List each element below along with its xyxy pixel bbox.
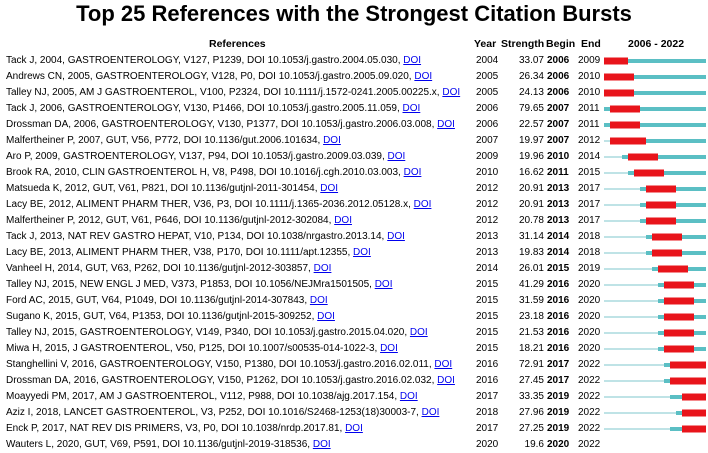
table-row [0,437,708,453]
doi-link[interactable]: DOI [399,391,418,402]
pre-publication-line [604,284,658,286]
burst-bar [682,426,706,433]
burst-bar [652,250,682,257]
pre-publication-line [604,204,640,206]
begin-cell: 2020 [547,439,570,450]
reference-text: Tack J, 2013, NAT REV GASTRO HEPAT, V10, P134, DOI 10.1038/nrgastro.2013.14, DOI [6,231,405,242]
pre-publication-line [604,428,670,430]
end-cell: 2014 [578,151,601,162]
year-cell: 2012 [476,199,499,210]
year-cell: 2015 [476,327,499,338]
header-end: End [581,38,601,50]
end-cell: 2022 [578,359,601,370]
pre-publication-line [604,316,658,318]
pre-publication-line [604,332,658,334]
strength-cell: 19.6 [524,439,544,450]
begin-cell: 2016 [547,327,570,338]
year-cell: 2016 [476,359,499,370]
end-cell: 2017 [578,183,601,194]
reference-text: Lacy BE, 2012, ALIMENT PHARM THER, V36, P3, DOI 10.1111/j.1365-2036.2012.05128.x, DOI [6,199,432,210]
strength-cell: 27.96 [518,407,544,418]
burst-bar [604,74,634,81]
doi-link[interactable]: DOI [345,423,363,434]
burst-bar [610,106,640,113]
pre-publication-line [604,156,622,158]
strength-cell: 26.34 [518,71,544,82]
doi-link[interactable]: DOI [437,119,455,130]
burst-bar [634,170,664,177]
reference-text: Stanghellini V, 2016, GASTROENTEROLOGY, V150, P1380, DOI 10.1053/j.gastro.2016.02.011, DOI [6,359,453,370]
strength-cell: 33.07 [518,55,544,66]
end-cell: 2020 [578,279,601,290]
begin-cell: 2013 [547,215,570,226]
chart-title: Top 25 References with the Strongest Citation Bursts [76,1,632,26]
begin-cell: 2006 [547,87,570,98]
begin-cell: 2007 [547,119,570,130]
year-cell: 2015 [476,343,499,354]
doi-link[interactable]: DOI [353,247,371,258]
year-cell: 2016 [476,375,499,386]
burst-bar [610,138,646,145]
begin-cell: 2016 [547,279,570,290]
strength-cell: 19.83 [518,247,544,258]
year-cell: 2020 [476,439,499,450]
begin-cell: 2019 [547,407,570,418]
year-cell: 2014 [476,263,499,274]
doi-link[interactable]: DOI [380,343,398,354]
doi-link[interactable]: DOI [442,87,461,98]
begin-cell: 2011 [547,167,569,178]
doi-link[interactable]: DOI [409,327,428,338]
doi-link[interactable]: DOI [403,55,422,66]
reference-text: Miwa H, 2015, J GASTROENTEROL, V50, P125, DOI 10.1007/s00535-014-1022-3, DOI [6,343,398,354]
burst-bar [646,202,676,209]
doi-link[interactable]: DOI [323,135,341,146]
begin-cell: 2016 [547,295,570,306]
strength-cell: 26.01 [518,263,544,274]
end-cell: 2018 [578,247,601,258]
year-cell: 2013 [476,231,499,242]
header-references: References [209,38,266,50]
doi-link[interactable]: DOI [313,263,332,274]
doi-link[interactable]: DOI [334,215,352,226]
burst-bar [604,58,628,65]
header-strength: Strength [501,38,545,50]
year-cell: 2013 [476,247,499,258]
year-cell: 2015 [476,279,499,290]
end-cell: 2019 [578,263,601,274]
reference-text: Andrews CN, 2005, GASTROENTEROLOGY, V128, P0, DOI 10.1053/j.gastro.2005.09.020, DOI [6,71,433,82]
year-cell: 2006 [476,119,499,130]
strength-cell: 21.53 [518,327,544,338]
doi-link[interactable]: DOI [312,439,331,450]
burst-bar [646,218,676,225]
burst-bar [670,362,706,369]
reference-text: Drossman DA, 2006, GASTROENTEROLOGY, V130, P1377, DOI 10.1053/j.gastro.2006.03.008, DOI [6,119,455,130]
burst-bar [664,282,694,289]
strength-cell: 27.45 [518,375,544,386]
reference-text: Aziz I, 2018, LANCET GASTROENTEROL, V3, P252, DOI 10.1016/S2468-1253(18)30003-7, DOI [6,407,440,418]
doi-link[interactable]: DOI [374,279,393,290]
doi-link[interactable]: DOI [402,103,421,114]
pre-publication-line [604,140,610,142]
strength-cell: 19.97 [518,135,544,146]
reference-text: Enck P, 2017, NAT REV DIS PRIMERS, V3, P0, DOI 10.1038/nrdp.2017.81, DOI [6,423,363,434]
header-begin: Begin [546,38,576,50]
end-cell: 2020 [578,327,601,338]
end-cell: 2011 [578,103,600,114]
burst-bar [658,266,688,273]
strength-cell: 16.62 [518,167,544,178]
begin-cell: 2007 [547,103,570,114]
begin-cell: 2015 [547,263,570,274]
burst-bar [670,378,706,385]
reference-text: Malfertheiner P, 2012, GUT, V61, P646, DOI 10.1136/gutjnl-2012-302084, DOI [6,215,352,226]
reference-text: Wauters L, 2020, GUT, V69, P591, DOI 10.1136/gutjnl-2019-318536, DOI [6,439,331,450]
strength-cell: 27.25 [518,423,544,434]
pre-publication-line [604,172,628,174]
strength-cell: 20.78 [518,215,544,226]
doi-link[interactable]: DOI [317,311,335,322]
begin-cell: 2014 [547,231,570,242]
pre-publication-line [604,188,640,190]
end-cell: 2022 [578,407,601,418]
begin-cell: 2017 [547,359,570,370]
reference-text: Lacy BE, 2013, ALIMENT PHARM THER, V38, P170, DOI 10.1111/apt.12355, DOI [6,247,371,258]
end-cell: 2010 [578,71,601,82]
year-cell: 2012 [476,215,499,226]
begin-cell: 2016 [547,343,570,354]
reference-text: Ford AC, 2015, GUT, V64, P1049, DOI 10.1136/gutjnl-2014-307843, DOI [6,295,328,306]
end-cell: 2017 [578,215,601,226]
reference-text: Talley NJ, 2015, NEW ENGL J MED, V373, P1853, DOI 10.1056/NEJMra1501505, DOI [6,279,393,290]
strength-cell: 31.14 [518,231,544,242]
doi-link[interactable]: DOI [434,359,453,370]
reference-text: Brook RA, 2010, CLIN GASTROENTEROL H, V8, P498, DOI 10.1016/j.cgh.2010.03.003, DOI [6,167,422,178]
doi-link[interactable]: DOI [413,199,432,210]
doi-link[interactable]: DOI [387,231,405,242]
doi-link[interactable]: DOI [309,295,328,306]
pre-publication-line [604,364,664,366]
end-cell: 2020 [578,343,601,354]
header-timeline: 2006 - 2022 [628,38,685,50]
strength-cell: 72.91 [518,359,544,370]
begin-cell: 2010 [547,151,570,162]
burst-bar [628,154,658,161]
burst-bar [604,90,634,97]
pre-publication-line [604,348,658,350]
year-cell: 2007 [476,135,499,146]
doi-link[interactable]: DOI [437,375,455,386]
reference-text: Sugano K, 2015, GUT, V64, P1353, DOI 10.1136/gutjnl-2015-309252, DOI [6,311,335,322]
pre-publication-line [604,380,664,382]
reference-text: Matsueda K, 2012, GUT, V61, P821, DOI 10.1136/gutjnl-2011-301454, DOI [6,183,339,194]
doi-link[interactable]: DOI [414,71,433,82]
burst-bar [682,394,706,401]
burst-bar [664,346,694,353]
reference-text: Drossman DA, 2016, GASTROENTEROLOGY, V150, P1262, DOI 10.1053/j.gastro.2016.02.032, DOI [6,375,455,386]
begin-cell: 2019 [547,423,570,434]
end-cell: 2022 [578,375,601,386]
end-cell: 2022 [578,423,601,434]
year-cell: 2015 [476,295,499,306]
pre-publication-line [604,300,658,302]
begin-cell: 2006 [547,71,570,82]
reference-text: Vanheel H, 2014, GUT, V63, P262, DOI 10.1136/gutjnl-2012-303857, DOI [6,263,332,274]
reference-text: Talley NJ, 2015, GASTROENTEROLOGY, V149, P340, DOI 10.1053/j.gastro.2015.04.020, DOI [6,327,428,338]
reference-text: Tack J, 2004, GASTROENTEROLOGY, V127, P1239, DOI 10.1053/j.gastro.2004.05.030, DOI [6,55,422,66]
header-year: Year [474,38,497,50]
strength-cell: 79.65 [518,103,544,114]
year-cell: 2017 [476,423,499,434]
doi-link[interactable]: DOI [320,183,339,194]
strength-cell: 33.35 [518,391,544,402]
year-cell: 2005 [476,87,499,98]
doi-link[interactable]: DOI [387,151,406,162]
begin-cell: 2013 [547,183,570,194]
pre-publication-line [604,220,640,222]
year-cell: 2012 [476,183,499,194]
begin-cell: 2016 [547,311,570,322]
end-cell: 2018 [578,231,601,242]
end-cell: 2009 [578,55,601,66]
burst-bar [652,234,682,241]
doi-link[interactable]: DOI [421,407,440,418]
burst-bar [646,186,676,193]
reference-text: Talley NJ, 2005, AM J GASTROENTEROL, V100, P2324, DOI 10.1111/j.1572-0241.2005.00225.x, DOI [6,87,461,98]
begin-cell: 2019 [547,391,570,402]
end-cell: 2015 [578,167,601,178]
begin-cell: 2014 [547,247,570,258]
end-cell: 2010 [578,87,601,98]
year-cell: 2015 [476,311,499,322]
year-cell: 2004 [476,55,499,66]
end-cell: 2022 [578,439,601,450]
year-cell: 2009 [476,151,499,162]
reference-text: Tack J, 2006, GASTROENTEROLOGY, V130, P1466, DOI 10.1053/j.gastro.2005.11.059, DOI [6,103,421,114]
year-cell: 2005 [476,71,499,82]
strength-cell: 41.29 [518,279,544,290]
year-cell: 2010 [476,167,499,178]
pre-publication-line [604,236,646,238]
burst-bar [664,330,694,337]
year-cell: 2017 [476,391,499,402]
strength-cell: 19.96 [518,151,544,162]
burst-bar [664,298,694,305]
strength-cell: 23.18 [518,311,544,322]
burst-bar [610,122,640,129]
pre-publication-line [604,268,652,270]
year-cell: 2018 [476,407,499,418]
reference-text: Aro P, 2009, GASTROENTEROLOGY, V137, P94, DOI 10.1053/j.gastro.2009.03.039, DOI [6,151,406,162]
burst-bar [682,410,706,417]
begin-cell: 2006 [547,55,570,66]
reference-text: Moayyedi PM, 2017, AM J GASTROENTEROL, V112, P988, DOI 10.1038/ajg.2017.154, DOI [6,391,418,402]
begin-cell: 2007 [547,135,570,146]
burst-bar [664,314,694,321]
end-cell: 2012 [578,135,601,146]
reference-text: Malfertheiner P, 2007, GUT, V56, P772, DOI 10.1136/gut.2006.101634, DOI [6,135,341,146]
pre-publication-line [604,252,646,254]
strength-cell: 20.91 [518,199,544,210]
end-cell: 2020 [578,311,601,322]
strength-cell: 22.57 [518,119,544,130]
year-cell: 2006 [476,103,499,114]
end-cell: 2017 [578,199,601,210]
strength-cell: 18.21 [518,343,544,354]
pre-publication-line [604,412,676,414]
begin-cell: 2017 [547,375,570,386]
strength-cell: 20.91 [518,183,544,194]
doi-link[interactable]: DOI [403,167,422,178]
end-cell: 2011 [578,119,600,130]
pre-publication-line [604,396,670,398]
strength-cell: 31.59 [518,295,544,306]
end-cell: 2020 [578,295,601,306]
begin-cell: 2013 [547,199,570,210]
strength-cell: 24.13 [518,87,544,98]
end-cell: 2022 [578,391,601,402]
